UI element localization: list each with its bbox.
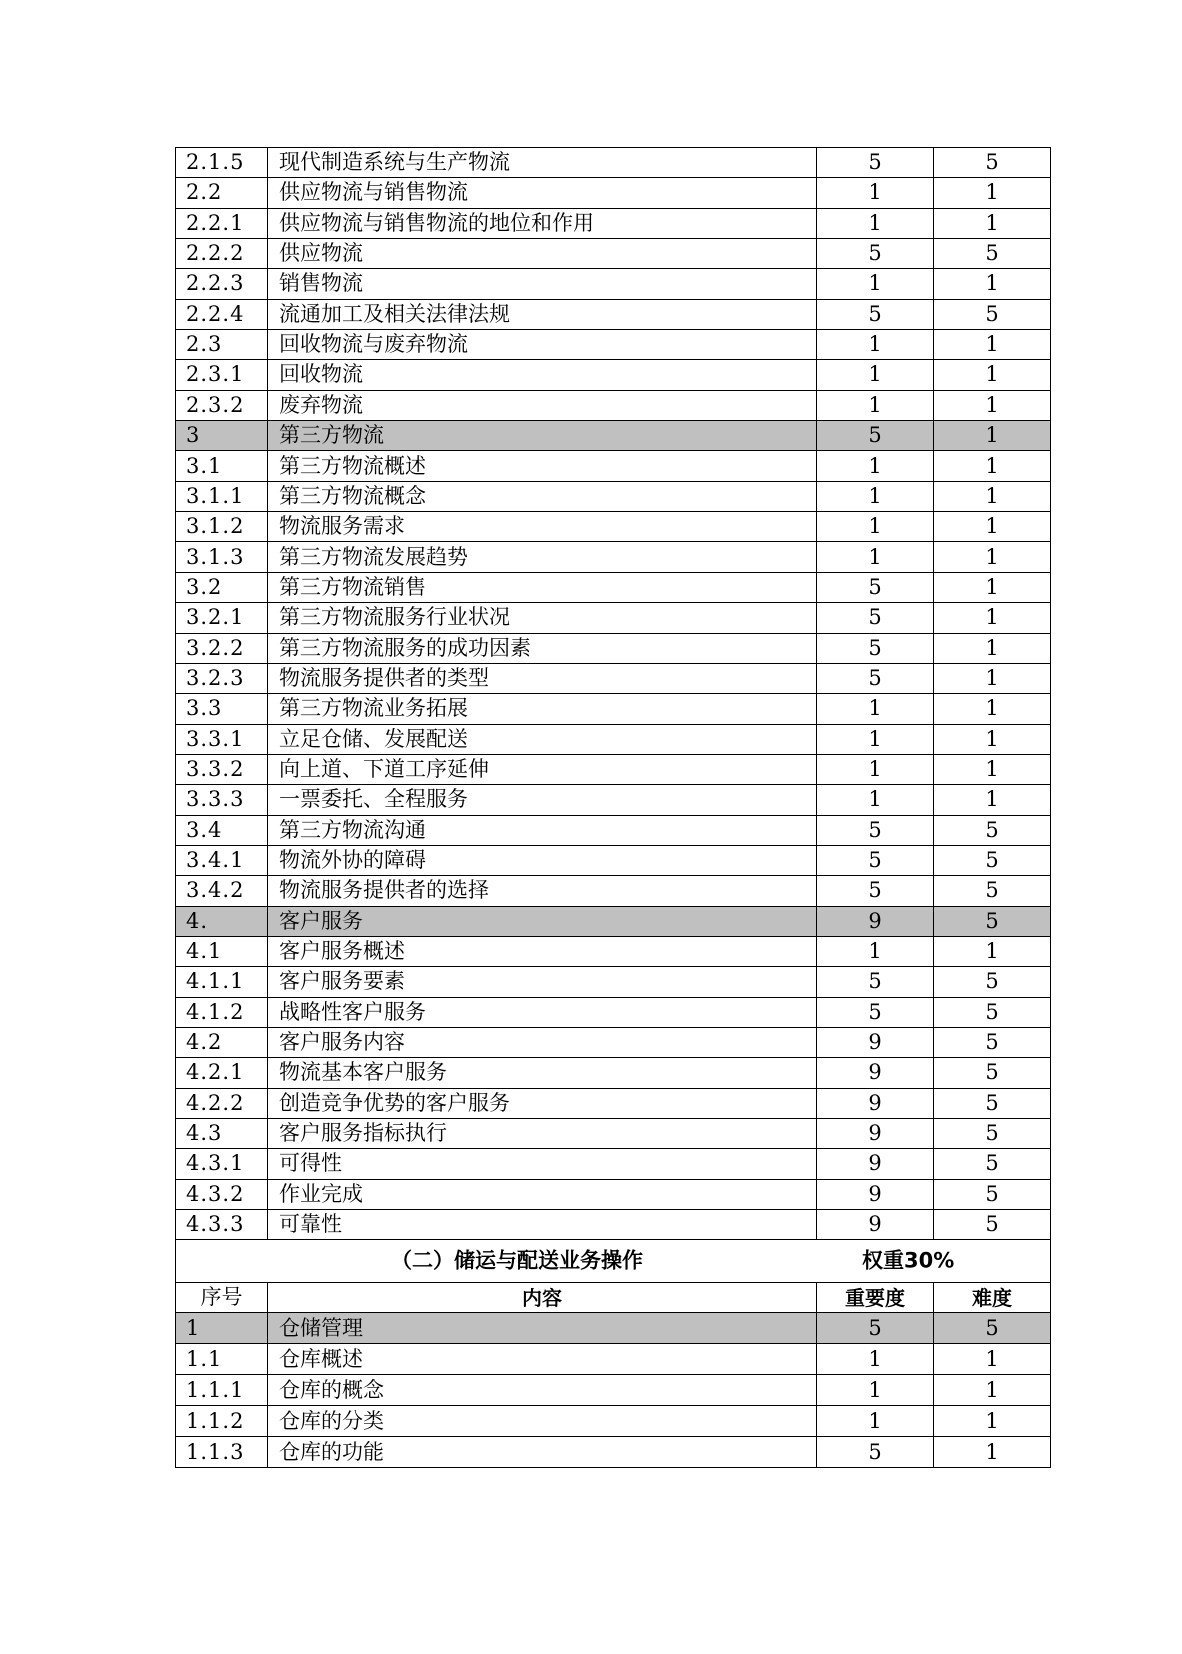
content-cell: 回收物流 — [268, 360, 817, 390]
importance-cell: 1 — [817, 724, 934, 754]
importance-cell: 1 — [817, 178, 934, 208]
section-row — [176, 1240, 1051, 1283]
content-cell: 客户服务内容 — [268, 1027, 817, 1057]
table-row — [176, 542, 1051, 572]
table-row — [176, 1088, 1051, 1118]
difficulty-cell: 1 — [934, 512, 1051, 542]
content-cell: 物流外协的障碍 — [268, 845, 817, 875]
difficulty-cell: 5 — [934, 1088, 1051, 1118]
section-inner — [176, 1240, 1050, 1282]
difficulty-cell: 5 — [934, 967, 1051, 997]
table-row — [176, 1058, 1051, 1088]
importance-cell: 5 — [817, 967, 934, 997]
importance-cell: 1 — [817, 330, 934, 360]
table-row — [176, 208, 1051, 238]
content-cell: 第三方物流 — [268, 421, 817, 451]
row-number-cell: 4.3.1 — [176, 1149, 268, 1179]
row-number-cell: 4.1 — [176, 936, 268, 966]
importance-cell: 1 — [817, 390, 934, 420]
header-number: 序号 — [176, 1283, 268, 1313]
difficulty-cell: 5 — [934, 845, 1051, 875]
table-row — [176, 1119, 1051, 1149]
content-cell: 第三方物流概述 — [268, 451, 817, 481]
table-row — [176, 1406, 1051, 1437]
importance-cell: 9 — [817, 1119, 934, 1149]
content-cell: 供应物流与销售物流的地位和作用 — [268, 208, 817, 238]
importance-cell: 9 — [817, 1088, 934, 1118]
table-row — [176, 997, 1051, 1027]
importance-cell: 1 — [817, 360, 934, 390]
importance-cell: 1 — [817, 481, 934, 511]
difficulty-cell: 1 — [934, 330, 1051, 360]
row-number-cell: 2.2.2 — [176, 239, 268, 269]
importance-cell: 1 — [817, 1406, 934, 1437]
importance-cell: 1 — [817, 754, 934, 784]
row-number-cell: 1.1.2 — [176, 1406, 268, 1437]
content-cell: 一票委托、全程服务 — [268, 785, 817, 815]
content-cell: 作业完成 — [268, 1179, 817, 1209]
content-cell: 销售物流 — [268, 269, 817, 299]
content-cell: 可靠性 — [268, 1210, 817, 1240]
importance-cell: 5 — [817, 1313, 934, 1344]
table-row — [176, 754, 1051, 784]
row-number-cell: 2.2 — [176, 178, 268, 208]
content-cell: 客户服务要素 — [268, 967, 817, 997]
content-cell: 客户服务指标执行 — [268, 1119, 817, 1149]
content-cell: 物流服务需求 — [268, 512, 817, 542]
table-row — [176, 694, 1051, 724]
content-cell: 第三方物流沟通 — [268, 815, 817, 845]
content-cell: 物流服务提供者的类型 — [268, 663, 817, 693]
importance-cell: 5 — [817, 997, 934, 1027]
content-cell: 供应物流 — [268, 239, 817, 269]
row-number-cell: 2.3.1 — [176, 360, 268, 390]
content-cell: 第三方物流发展趋势 — [268, 542, 817, 572]
content-cell: 供应物流与销售物流 — [268, 178, 817, 208]
table-row — [176, 815, 1051, 845]
importance-cell: 5 — [817, 421, 934, 451]
content-cell: 客户服务 — [268, 906, 817, 936]
difficulty-cell: 1 — [934, 694, 1051, 724]
importance-cell: 9 — [817, 1210, 934, 1240]
importance-cell: 9 — [817, 1149, 934, 1179]
content-cell: 第三方物流概念 — [268, 481, 817, 511]
row-number-cell: 3.2.2 — [176, 633, 268, 663]
difficulty-cell: 1 — [934, 1406, 1051, 1437]
content-cell: 第三方物流服务的成功因素 — [268, 633, 817, 663]
row-number-cell: 3.3.3 — [176, 785, 268, 815]
importance-cell: 5 — [817, 1437, 934, 1468]
row-number-cell: 2.2.1 — [176, 208, 268, 238]
row-number-cell: 3.3 — [176, 694, 268, 724]
importance-cell: 1 — [817, 269, 934, 299]
importance-cell: 5 — [817, 633, 934, 663]
table-row — [176, 936, 1051, 966]
table-row — [176, 572, 1051, 602]
importance-cell: 1 — [817, 208, 934, 238]
importance-cell: 5 — [817, 603, 934, 633]
difficulty-cell: 1 — [934, 633, 1051, 663]
row-number-cell: 4.2.2 — [176, 1088, 268, 1118]
content-cell: 仓库的概念 — [268, 1375, 817, 1406]
table-row — [176, 1437, 1051, 1468]
row-number-cell: 4.3.2 — [176, 1179, 268, 1209]
difficulty-cell: 1 — [934, 785, 1051, 815]
difficulty-cell: 5 — [934, 239, 1051, 269]
row-number-cell: 2.2.4 — [176, 299, 268, 329]
row-number-cell: 1.1.3 — [176, 1437, 268, 1468]
difficulty-cell: 1 — [934, 542, 1051, 572]
content-cell: 物流基本客户服务 — [268, 1058, 817, 1088]
content-cell: 战略性客户服务 — [268, 997, 817, 1027]
table-row — [176, 330, 1051, 360]
row-number-cell: 4.2.1 — [176, 1058, 268, 1088]
table-row — [176, 633, 1051, 663]
table-row — [176, 421, 1051, 451]
content-cell: 现代制造系统与生产物流 — [268, 148, 817, 178]
importance-cell: 5 — [817, 845, 934, 875]
content-cell: 废弃物流 — [268, 390, 817, 420]
difficulty-cell: 1 — [934, 724, 1051, 754]
row-number-cell: 3.1.3 — [176, 542, 268, 572]
importance-cell: 1 — [817, 694, 934, 724]
row-number-cell: 3 — [176, 421, 268, 451]
table-row — [176, 239, 1051, 269]
difficulty-cell: 1 — [934, 269, 1051, 299]
table-row — [176, 785, 1051, 815]
section-weight: 权重30% — [862, 1248, 955, 1273]
content-cell: 向上道、下道工序延伸 — [268, 754, 817, 784]
table-row — [176, 663, 1051, 693]
difficulty-cell: 1 — [934, 1344, 1051, 1375]
difficulty-cell: 5 — [934, 1027, 1051, 1057]
content-cell: 流通加工及相关法律法规 — [268, 299, 817, 329]
row-number-cell: 3.4 — [176, 815, 268, 845]
importance-cell: 5 — [817, 299, 934, 329]
table-row — [176, 1375, 1051, 1406]
header-difficulty: 难度 — [934, 1283, 1051, 1313]
importance-cell: 5 — [817, 876, 934, 906]
table-row — [176, 451, 1051, 481]
difficulty-cell: 1 — [934, 390, 1051, 420]
importance-cell: 1 — [817, 542, 934, 572]
table-row — [176, 299, 1051, 329]
difficulty-cell: 1 — [934, 1437, 1051, 1468]
content-cell: 仓库的功能 — [268, 1437, 817, 1468]
row-number-cell: 1 — [176, 1313, 268, 1344]
row-number-cell: 4.2 — [176, 1027, 268, 1057]
header-content: 内容 — [268, 1283, 817, 1313]
difficulty-cell: 5 — [934, 997, 1051, 1027]
importance-cell: 9 — [817, 906, 934, 936]
syllabus-table — [175, 147, 1051, 1468]
difficulty-cell: 5 — [934, 1179, 1051, 1209]
difficulty-cell: 5 — [934, 876, 1051, 906]
importance-cell: 1 — [817, 512, 934, 542]
difficulty-cell: 1 — [934, 754, 1051, 784]
difficulty-cell: 1 — [934, 481, 1051, 511]
row-number-cell: 3.1.2 — [176, 512, 268, 542]
difficulty-cell: 1 — [934, 572, 1051, 602]
importance-cell: 1 — [817, 936, 934, 966]
table-row — [176, 603, 1051, 633]
row-number-cell: 3.2.1 — [176, 603, 268, 633]
content-cell: 创造竞争优势的客户服务 — [268, 1088, 817, 1118]
table-row — [176, 967, 1051, 997]
table-row — [176, 390, 1051, 420]
row-number-cell: 3.4.1 — [176, 845, 268, 875]
table-row — [176, 1344, 1051, 1375]
row-number-cell: 3.2 — [176, 572, 268, 602]
content-cell: 客户服务概述 — [268, 936, 817, 966]
difficulty-cell: 5 — [934, 1058, 1051, 1088]
row-number-cell: 2.1.5 — [176, 148, 268, 178]
table-row — [176, 1149, 1051, 1179]
row-number-cell: 3.1 — [176, 451, 268, 481]
row-number-cell: 1.1 — [176, 1344, 268, 1375]
difficulty-cell: 1 — [934, 421, 1051, 451]
difficulty-cell: 5 — [934, 906, 1051, 936]
table-row — [176, 1179, 1051, 1209]
difficulty-cell: 5 — [934, 1149, 1051, 1179]
row-number-cell: 3.1.1 — [176, 481, 268, 511]
difficulty-cell: 5 — [934, 148, 1051, 178]
importance-cell: 1 — [817, 451, 934, 481]
row-number-cell: 3.3.1 — [176, 724, 268, 754]
content-cell: 回收物流与废弃物流 — [268, 330, 817, 360]
table-row — [176, 269, 1051, 299]
content-cell: 立足仓储、发展配送 — [268, 724, 817, 754]
importance-cell: 1 — [817, 785, 934, 815]
importance-cell: 1 — [817, 1344, 934, 1375]
table-row — [176, 1210, 1051, 1240]
importance-cell: 5 — [817, 815, 934, 845]
row-number-cell: 4.1.2 — [176, 997, 268, 1027]
importance-cell: 5 — [817, 239, 934, 269]
table-row — [176, 724, 1051, 754]
row-number-cell: 4. — [176, 906, 268, 936]
difficulty-cell: 1 — [934, 1375, 1051, 1406]
content-cell: 第三方物流销售 — [268, 572, 817, 602]
importance-cell: 5 — [817, 148, 934, 178]
importance-cell: 5 — [817, 572, 934, 602]
content-cell: 可得性 — [268, 1149, 817, 1179]
table-row — [176, 512, 1051, 542]
row-number-cell: 4.3 — [176, 1119, 268, 1149]
table-row — [176, 360, 1051, 390]
difficulty-cell: 1 — [934, 178, 1051, 208]
table-body-part2 — [176, 1313, 1051, 1468]
row-number-cell: 3.2.3 — [176, 663, 268, 693]
difficulty-cell: 5 — [934, 299, 1051, 329]
row-number-cell: 3.4.2 — [176, 876, 268, 906]
row-number-cell: 4.1.1 — [176, 967, 268, 997]
table-row — [176, 148, 1051, 178]
table-row — [176, 876, 1051, 906]
table-row — [176, 1313, 1051, 1344]
table-body-part1 — [176, 148, 1051, 1240]
table-row — [176, 906, 1051, 936]
content-cell: 仓库概述 — [268, 1344, 817, 1375]
header-importance: 重要度 — [817, 1283, 934, 1313]
content-cell: 第三方物流服务行业状况 — [268, 603, 817, 633]
importance-cell: 9 — [817, 1027, 934, 1057]
difficulty-cell: 1 — [934, 936, 1051, 966]
importance-cell: 5 — [817, 663, 934, 693]
row-number-cell: 2.2.3 — [176, 269, 268, 299]
row-number-cell: 4.3.3 — [176, 1210, 268, 1240]
difficulty-cell: 1 — [934, 208, 1051, 238]
importance-cell: 9 — [817, 1058, 934, 1088]
content-cell: 第三方物流业务拓展 — [268, 694, 817, 724]
section-title: （二）储运与配送业务操作 — [391, 1248, 643, 1273]
table-row — [176, 845, 1051, 875]
difficulty-cell: 5 — [934, 1313, 1051, 1344]
row-number-cell: 2.3 — [176, 330, 268, 360]
difficulty-cell: 5 — [934, 815, 1051, 845]
row-number-cell: 1.1.1 — [176, 1375, 268, 1406]
content-cell: 仓储管理 — [268, 1313, 817, 1344]
importance-cell: 9 — [817, 1179, 934, 1209]
content-cell: 物流服务提供者的选择 — [268, 876, 817, 906]
difficulty-cell: 1 — [934, 360, 1051, 390]
column-header-row — [176, 1283, 1051, 1313]
difficulty-cell: 5 — [934, 1119, 1051, 1149]
importance-cell: 1 — [817, 1375, 934, 1406]
content-cell: 仓库的分类 — [268, 1406, 817, 1437]
section-cell — [176, 1240, 1051, 1283]
section-header-body — [176, 1240, 1051, 1313]
row-number-cell: 2.3.2 — [176, 390, 268, 420]
difficulty-cell: 1 — [934, 451, 1051, 481]
row-number-cell: 3.3.2 — [176, 754, 268, 784]
table-row — [176, 481, 1051, 511]
table-row — [176, 1027, 1051, 1057]
difficulty-cell: 5 — [934, 1210, 1051, 1240]
difficulty-cell: 1 — [934, 663, 1051, 693]
difficulty-cell: 1 — [934, 603, 1051, 633]
table-row — [176, 178, 1051, 208]
